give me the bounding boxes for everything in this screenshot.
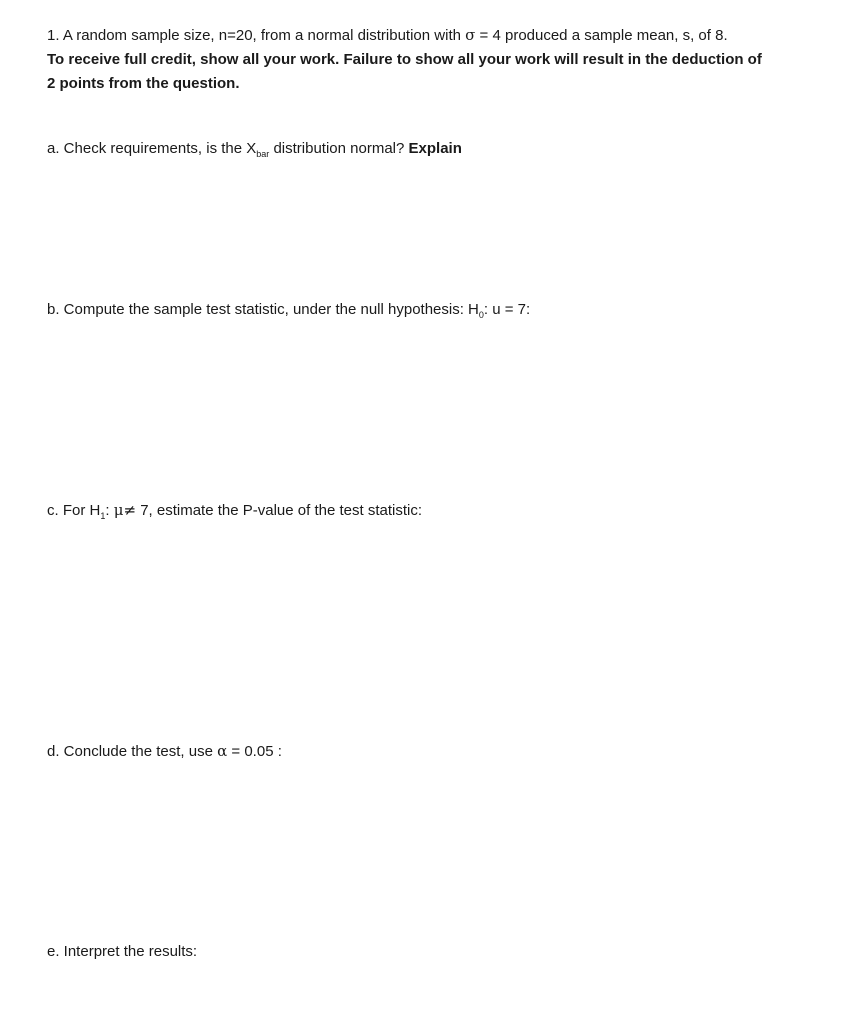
question-intro-text-end: = 4 produced a sample mean, s, of 8. [475, 27, 728, 44]
mu-symbol: μ [113, 501, 124, 519]
part-a-subscript: bar [256, 149, 270, 159]
part-a-emphasis: Explain [408, 140, 462, 157]
part-b-subscript: 0 [478, 310, 484, 320]
question-intro-text-start: 1. A random sample size, n=20, from a normal distribution with [47, 27, 466, 44]
part-c-subscript: 1 [100, 511, 106, 521]
part-b-prompt [47, 300, 530, 320]
part-d-prompt [47, 741, 282, 762]
question-intro [47, 25, 728, 46]
part-a-text-start: a. Check requirements, is the X [47, 140, 257, 157]
instruction-line-1: To receive full credit, show all your work. Failure to show all your work will result in the deduction of [47, 51, 762, 68]
part-d-text-end: = 0.05 : [227, 743, 282, 760]
part-c-text-mid: : [105, 502, 114, 519]
alpha-symbol: α [217, 742, 228, 760]
part-a-text-end: distribution normal? [269, 140, 409, 157]
part-c-prompt [47, 500, 422, 521]
not-equal-symbol: ≠ [123, 501, 137, 519]
part-e-prompt: e. Interpret the results: [47, 943, 198, 960]
part-c-text-end: 7, estimate the P-value of the test statistic: [136, 502, 422, 519]
instruction-line-2: 2 points from the question. [47, 75, 240, 92]
part-c-text-start: c. For H [47, 502, 101, 519]
part-d-text-start: d. Conclude the test, use [47, 743, 218, 760]
part-b-text-start: b. Compute the sample test statistic, under the null hypothesis: H [47, 301, 479, 318]
part-b-text-end: : u = 7: [483, 301, 531, 318]
part-a-prompt [47, 139, 462, 159]
sigma-symbol: σ [465, 26, 476, 44]
